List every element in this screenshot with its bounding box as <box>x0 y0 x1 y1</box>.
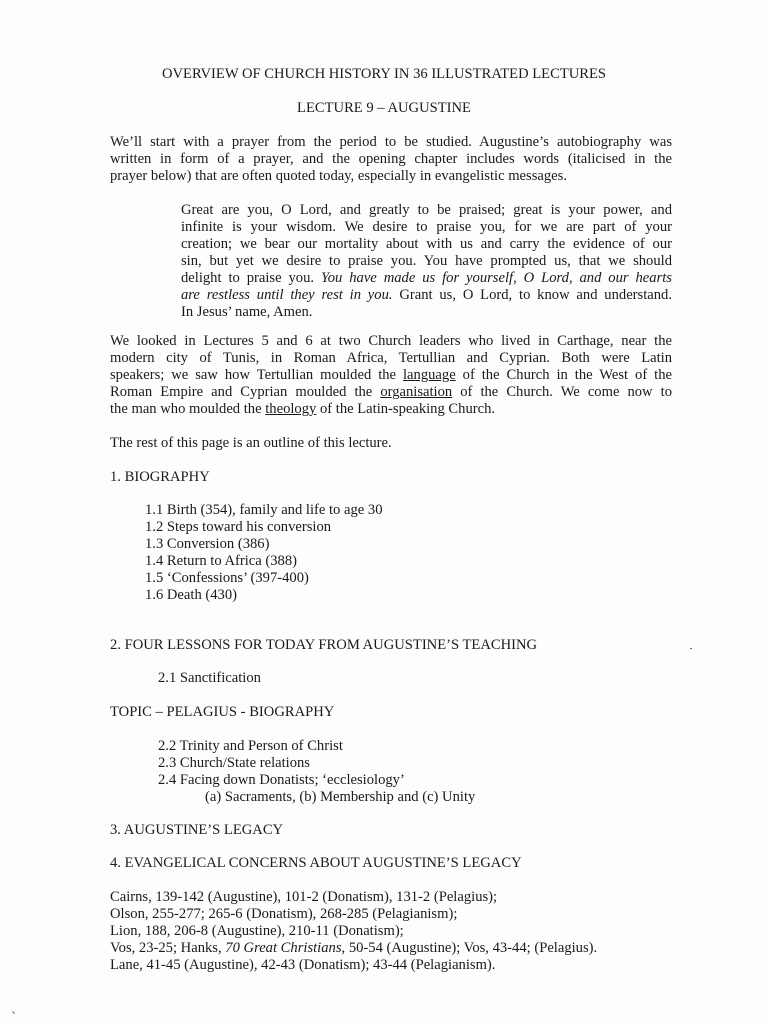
scan-speck <box>690 648 692 649</box>
prayer-italic-quote: You have made us for yourself, O Lord, and our hearts <box>320 270 672 286</box>
intro-line: We’ll start with a prayer from the period to be studied. Augustine’s autobiography was <box>110 134 672 150</box>
prayer-quote <box>181 202 672 321</box>
prayer-line <box>181 270 672 287</box>
list-subitem: (a) Sacraments, (b) Membership and (c) Unity <box>205 789 476 805</box>
topic-heading: TOPIC – PELAGIUS - BIOGRAPHY <box>110 704 335 720</box>
context-line <box>110 401 672 418</box>
biography-list <box>145 502 383 604</box>
context-text: of the Church in the West of the <box>455 367 672 383</box>
context-text: speakers; we saw how Tertullian moulded the <box>110 367 403 383</box>
document-title: OVERVIEW OF CHURCH HISTORY IN 36 ILLUSTRATED LECTURES <box>161 66 607 82</box>
list-item: 1.3 Conversion (386) <box>145 536 270 552</box>
context-line <box>110 384 672 401</box>
list-item: 1.1 Birth (354), family and life to age 30 <box>145 502 383 518</box>
section-heading-legacy: 3. AUGUSTINE’S LEGACY <box>110 822 284 838</box>
context-paragraph <box>110 333 672 418</box>
reference-text: Vos, 23-25; Hanks, <box>110 940 226 956</box>
prayer-line: sin, but yet we desire to praise you. You have prompted us, that we should <box>181 253 672 269</box>
list-item: 2.3 Church/State relations <box>158 755 310 771</box>
list-item: 1.6 Death (430) <box>145 587 237 603</box>
prayer-line: creation; we bear our mortality about with us and carry the evidence of our <box>181 236 672 252</box>
context-line: modern city of Tunis, in Roman Africa, Tertullian and Cyprian. Both were Latin <box>110 350 672 366</box>
intro-line: prayer below) that are often quoted today, especially in evangelistic messages. <box>110 168 567 184</box>
book-title: 70 Great Christians <box>225 940 342 956</box>
reference-text: , 50-54 (Augustine); Vos, 43-44; (Pelagius). <box>341 940 598 956</box>
prayer-line: infinite is your wisdom. We desire to praise you, for we are part of your <box>181 219 672 235</box>
reference-line: Lion, 188, 206-8 (Augustine), 210-11 (Donatism); <box>110 923 404 939</box>
reference-line: Olson, 255-277; 265-6 (Donatism), 268-285 (Pelagianism); <box>110 906 458 922</box>
intro-line: written in form of a prayer, and the opening chapter includes words (italicised in the <box>110 151 672 167</box>
list-item: 2.2 Trinity and Person of Christ <box>158 738 343 754</box>
reference-line: Cairns, 139-142 (Augustine), 101-2 (Donatism), 131-2 (Pelagius); <box>110 889 498 905</box>
prayer-line <box>181 287 672 304</box>
lessons-list <box>158 738 475 806</box>
underlined-term: language <box>403 367 456 383</box>
reference-line: Lane, 41-45 (Augustine), 42-43 (Donatism); 43-44 (Pelagianism). <box>110 957 496 973</box>
underlined-term: organisation <box>380 384 453 400</box>
context-text: the man who moulded the <box>110 401 266 417</box>
section-heading-lessons: 2. FOUR LESSONS FOR TODAY FROM AUGUSTINE’S TEACHING <box>110 637 538 653</box>
section-heading-concerns: 4. EVANGELICAL CONCERNS ABOUT AUGUSTINE’S LEGACY <box>110 855 522 871</box>
context-text: Roman Empire and Cyprian moulded the <box>110 384 381 400</box>
prayer-italic-quote: are restless until they rest in you. <box>181 287 393 303</box>
context-line: We looked in Lectures 5 and 6 at two Church leaders who lived in Carthage, near the <box>110 333 672 349</box>
prayer-line: Great are you, O Lord, and greatly to be praised; great is your power, and <box>181 202 672 218</box>
list-item: 1.5 ‘Confessions’ (397-400) <box>145 570 309 586</box>
lecture-subtitle: LECTURE 9 – AUGUSTINE <box>297 100 471 116</box>
section-heading-biography: 1. BIOGRAPHY <box>110 469 210 485</box>
intro-paragraph <box>110 134 672 185</box>
list-item: 1.2 Steps toward his conversion <box>145 519 332 535</box>
prayer-text: delight to praise you. <box>181 270 321 286</box>
outline-intro: The rest of this page is an outline of this lecture. <box>110 435 392 451</box>
list-item: 2.1 Sanctification <box>158 670 261 686</box>
context-text: of the Latin-speaking Church. <box>316 401 496 417</box>
context-text: of the Church. We come now to <box>452 384 672 400</box>
prayer-line: In Jesus’ name, Amen. <box>181 304 313 320</box>
underlined-term: theology <box>265 401 317 417</box>
prayer-text: Grant us, O Lord, to know and understand. <box>392 287 672 303</box>
scan-speck <box>12 1011 15 1014</box>
references <box>110 889 597 974</box>
list-item: 1.4 Return to Africa (388) <box>145 553 297 569</box>
list-item: 2.4 Facing down Donatists; ‘ecclesiology’ <box>158 772 405 788</box>
context-line <box>110 367 672 384</box>
reference-line <box>110 940 597 957</box>
